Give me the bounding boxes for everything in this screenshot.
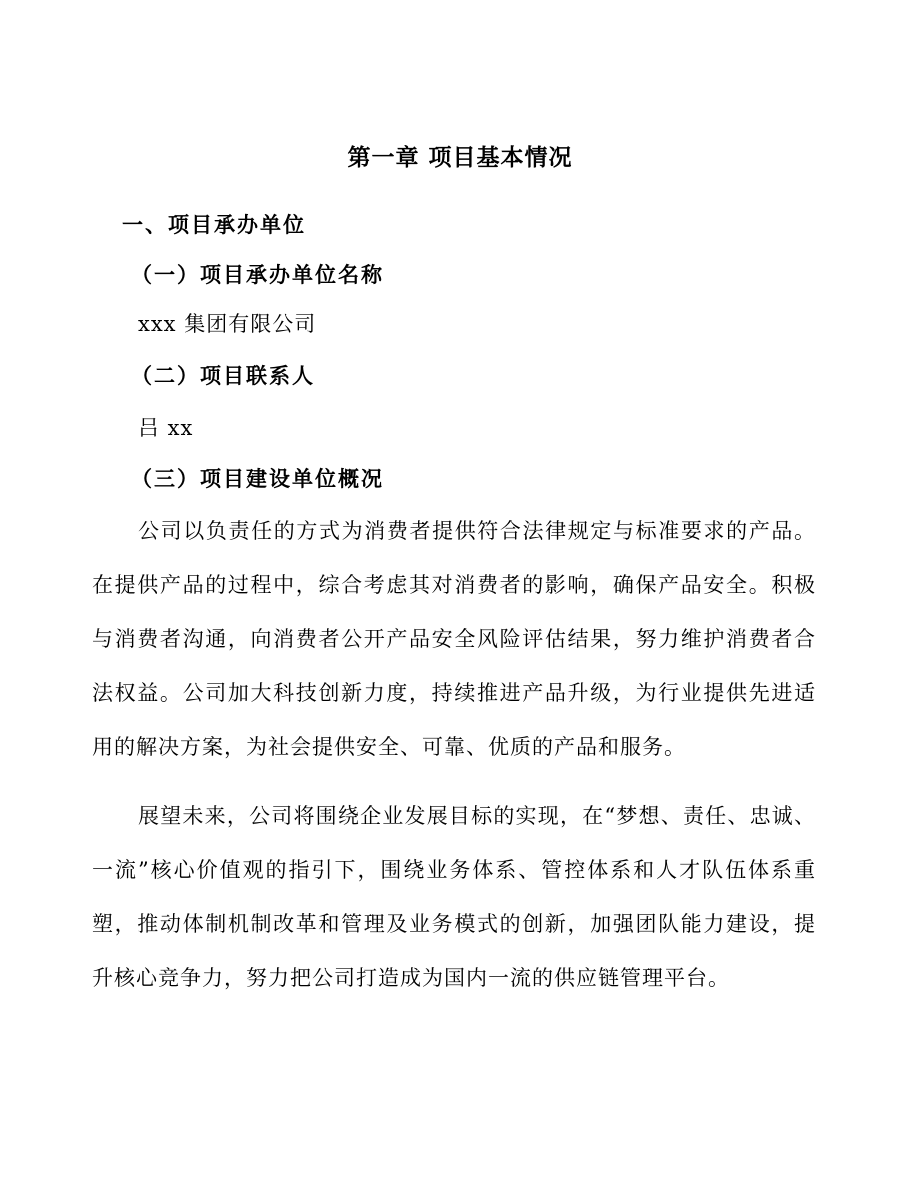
subsection-heading-builder-overview: （三）项目建设单位概况	[131, 466, 384, 491]
organizer-name-value: xxx 集团有限公司	[138, 312, 317, 336]
subsection-heading-contact-person: （二）项目联系人	[131, 363, 315, 388]
contact-person-value: 吕 xx	[138, 416, 194, 440]
section-heading-project-organizer: 一、项目承办单位	[122, 212, 306, 237]
subsection-heading-organizer-name: （一）项目承办单位名称	[131, 262, 384, 287]
chapter-title: 第一章 项目基本情况	[347, 144, 573, 171]
paragraph-company-responsibility: 公司以负责任的方式为消费者提供符合法律规定与标准要求的产品。在提供产品的过程中，综合考虑其对消费者的影响，确保产品安全。积极与消费者沟通，向消费者公开产品安全风险评估结果，努力维护消费者合法权益。公司加大科技创新力度，持续推进产品升级，为行业提供先进适用的解决方案，为社会提供安全、可靠、优质的产品和服务。	[92, 519, 816, 759]
paragraph-future-outlook: 展望未来，公司将围绕企业发展目标的实现，在“梦想、责任、忠诚、一流”核心价值观的指引下，围绕业务体系、管控体系和人才队伍体系重塑，推动体制机制改革和管理及业务模式的创新，加强团队能力建设，提升核心竞争力，努力把公司打造成为国内一流的供应链管理平台。	[92, 804, 816, 990]
